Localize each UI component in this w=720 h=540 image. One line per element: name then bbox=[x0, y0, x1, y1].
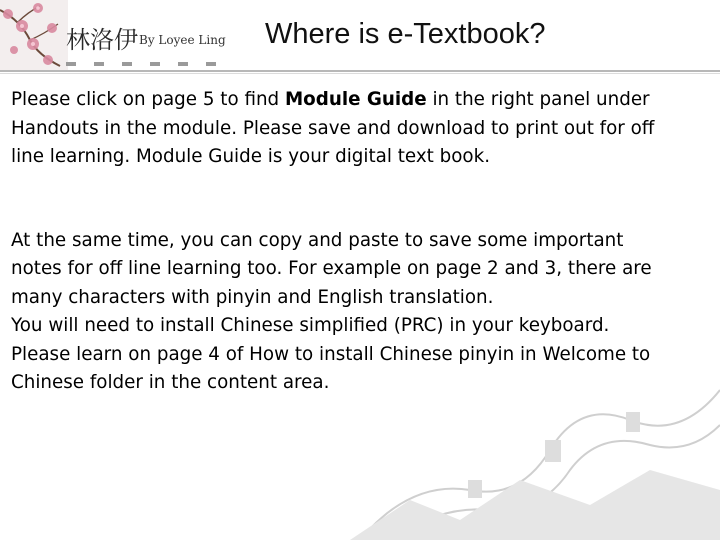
header-divider bbox=[0, 70, 720, 72]
text-line: line learning. Module Guide is your digital text book. bbox=[11, 146, 491, 167]
page-title: Where is e-Textbook? bbox=[265, 18, 546, 50]
header-divider-light bbox=[0, 73, 720, 74]
text-segment: Please click on page 5 to find bbox=[11, 89, 285, 110]
text-line: notes for off line learning too. For example on page 2 and 3, there are bbox=[11, 258, 652, 279]
decorative-ticks bbox=[66, 58, 236, 70]
text-line: Handouts in the module. Please save and download to print out for off bbox=[11, 117, 655, 139]
plum-blossom-icon bbox=[0, 0, 68, 70]
text-line: At the same time, you can copy and paste to save some important bbox=[11, 229, 624, 251]
text-segment: in the right panel under bbox=[426, 89, 650, 110]
text-line: Please learn on page 4 of How to install Chinese pinyin in Welcome to bbox=[11, 343, 651, 365]
brand-byline: By Loyee Ling bbox=[139, 33, 226, 47]
brand-chinese-name: 林洛伊 bbox=[66, 26, 138, 54]
text-line bbox=[11, 86, 711, 115]
text-line: Chinese folder in the content area. bbox=[11, 372, 330, 393]
paragraph-copy-paste bbox=[11, 227, 711, 398]
body-text bbox=[11, 86, 711, 398]
text-line: You will need to install Chinese simplified (PRC) in your keyboard. bbox=[11, 315, 610, 336]
paragraph-module-guide bbox=[11, 86, 711, 172]
header-banner bbox=[0, 0, 720, 70]
module-guide-emphasis: Module Guide bbox=[284, 89, 427, 110]
text-line: many characters with pinyin and English translation. bbox=[11, 286, 494, 308]
